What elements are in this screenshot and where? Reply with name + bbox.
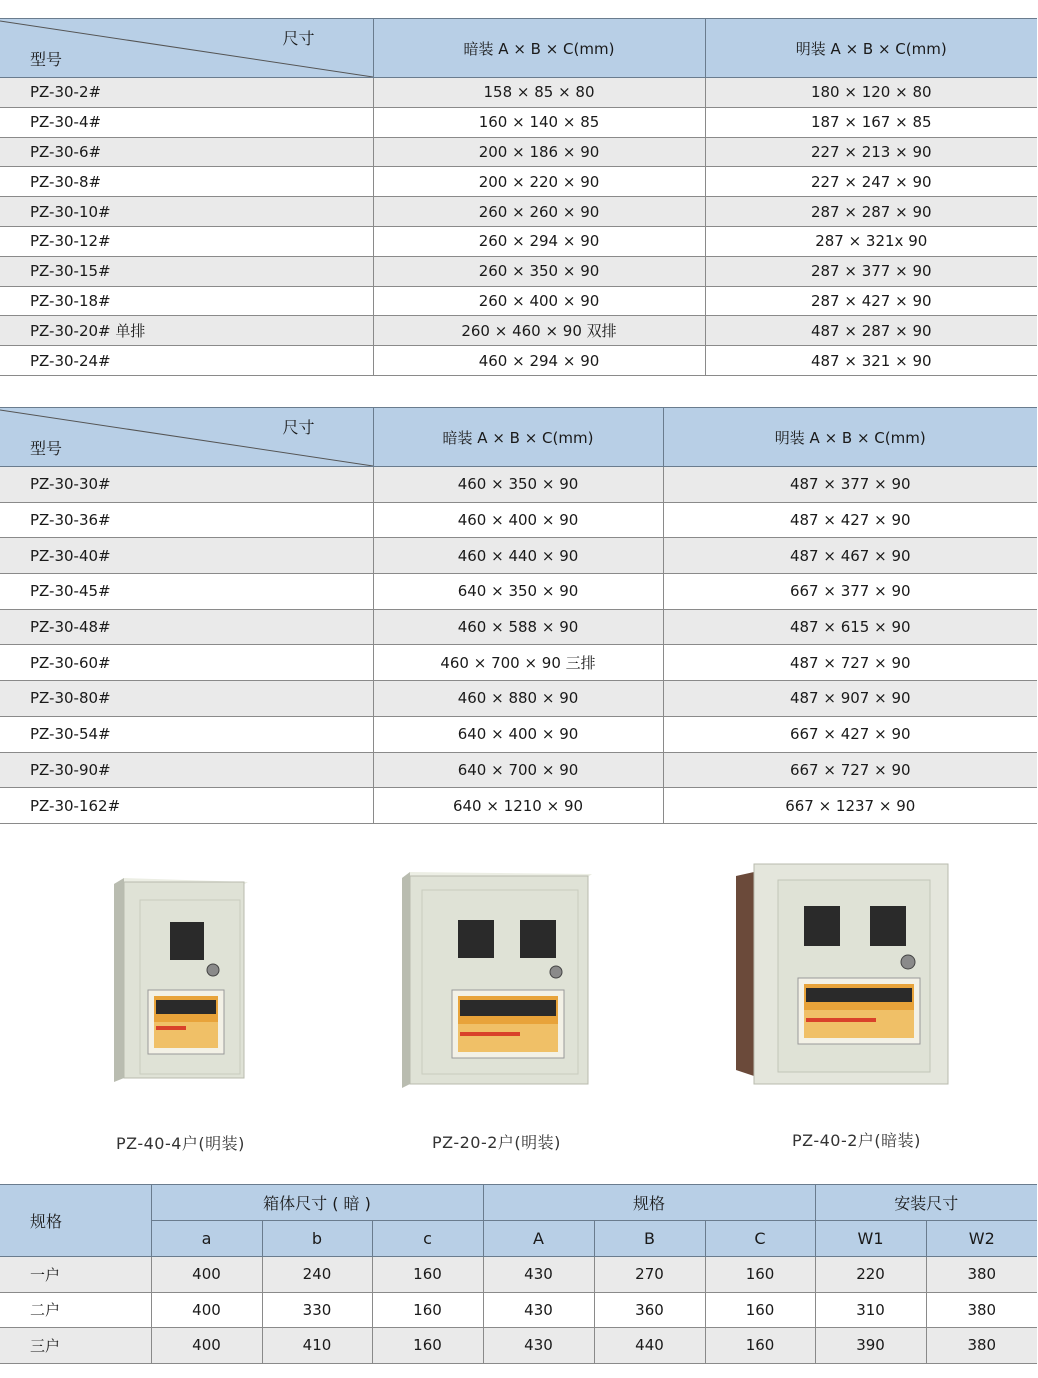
- cell-W1: 310: [815, 1292, 926, 1328]
- surface-cell: 487 × 907 × 90: [663, 681, 1037, 717]
- cell-C: 160: [705, 1257, 815, 1293]
- table-row: [0, 645, 1037, 681]
- table-row: [0, 197, 1037, 227]
- cell-c: 160: [372, 1328, 483, 1364]
- header-size-label: 尺寸: [282, 29, 315, 48]
- surface-cell: 487 × 321 × 90: [705, 346, 1037, 376]
- header-model-label: 型号: [30, 439, 63, 458]
- concealed-cell: 640 × 700 × 90: [373, 752, 663, 788]
- model-cell: PZ-30-80#: [0, 681, 373, 717]
- surface-cell: 487 × 615 × 90: [663, 609, 1037, 645]
- cell-W2: 380: [926, 1257, 1037, 1293]
- table-row: [0, 286, 1037, 316]
- cell-b: 330: [262, 1292, 372, 1328]
- cell-c: 160: [372, 1292, 483, 1328]
- header-c: c: [372, 1221, 483, 1257]
- cell-b: 240: [262, 1257, 372, 1293]
- header-concealed: 暗装 A × B × C(mm): [373, 19, 705, 78]
- concealed-cell: 460 × 294 × 90: [373, 346, 705, 376]
- surface-cell: 227 × 213 × 90: [705, 137, 1037, 167]
- header-surface: 明装 A × B × C(mm): [663, 408, 1037, 467]
- concealed-cell: 460 × 350 × 90: [373, 467, 663, 503]
- header-C: C: [705, 1221, 815, 1257]
- cell-b: 410: [262, 1328, 372, 1364]
- model-cell: PZ-30-90#: [0, 752, 373, 788]
- table-row: [0, 137, 1037, 167]
- diagonal-header-cell: [0, 408, 373, 467]
- table-row: [0, 107, 1037, 137]
- model-cell: PZ-30-54#: [0, 716, 373, 752]
- cell-C: 160: [705, 1328, 815, 1364]
- diagonal-header-cell: [0, 19, 373, 78]
- header-a: a: [151, 1221, 262, 1257]
- cell-A: 430: [483, 1328, 594, 1364]
- concealed-cell: 260 × 260 × 90: [373, 197, 705, 227]
- header-concealed: 暗装 A × B × C(mm): [373, 408, 663, 467]
- model-cell: PZ-30-20# 单排: [0, 316, 373, 346]
- surface-cell: 487 × 727 × 90: [663, 645, 1037, 681]
- table-row: [0, 788, 1037, 824]
- model-cell: PZ-30-6#: [0, 137, 373, 167]
- model-cell: PZ-30-30#: [0, 467, 373, 503]
- table-row: [0, 538, 1037, 574]
- header-b: b: [262, 1221, 372, 1257]
- product-caption-3: PZ-40-2户(暗装): [792, 1131, 921, 1150]
- product-caption-2: PZ-20-2户(明装): [432, 1133, 561, 1152]
- model-cell: PZ-30-60#: [0, 645, 373, 681]
- model-cell: PZ-30-15#: [0, 256, 373, 286]
- table-row: [0, 609, 1037, 645]
- spec-table-2: [0, 407, 1037, 824]
- spec-table-1: [0, 18, 1037, 376]
- concealed-cell: 160 × 140 × 85: [373, 107, 705, 137]
- spec-table-2-header: [0, 408, 1037, 467]
- table-row: [0, 167, 1037, 197]
- table-row: [0, 467, 1037, 503]
- header-A: A: [483, 1221, 594, 1257]
- model-cell: PZ-30-48#: [0, 609, 373, 645]
- model-cell: PZ-30-8#: [0, 167, 373, 197]
- table-row: [0, 1257, 1037, 1293]
- surface-cell: 487 × 287 × 90: [705, 316, 1037, 346]
- surface-cell: 487 × 377 × 90: [663, 467, 1037, 503]
- table-row: [0, 256, 1037, 286]
- table-row: [0, 1328, 1037, 1364]
- header-W1: W1: [815, 1221, 926, 1257]
- cell-W1: 390: [815, 1328, 926, 1364]
- cell-c: 160: [372, 1257, 483, 1293]
- header-install-size: 安装尺寸: [815, 1185, 1037, 1221]
- concealed-cell: 460 × 880 × 90: [373, 681, 663, 717]
- model-cell: PZ-30-10#: [0, 197, 373, 227]
- model-cell: PZ-30-162#: [0, 788, 373, 824]
- table-row: [0, 78, 1037, 108]
- dimension-table: [0, 1184, 1037, 1364]
- header-box-size: 箱体尺寸 ( 暗 ): [151, 1185, 483, 1221]
- concealed-cell: 460 × 440 × 90: [373, 538, 663, 574]
- product-image-pz-40-4: [110, 878, 250, 1083]
- model-cell: PZ-30-45#: [0, 574, 373, 610]
- surface-cell: 667 × 377 × 90: [663, 574, 1037, 610]
- table-row: [0, 346, 1037, 376]
- surface-cell: 227 × 247 × 90: [705, 167, 1037, 197]
- header-surface: 明装 A × B × C(mm): [705, 19, 1037, 78]
- product-caption-1: PZ-40-4户(明装): [116, 1134, 245, 1153]
- table-row: [0, 716, 1037, 752]
- cell-A: 430: [483, 1292, 594, 1328]
- model-cell: PZ-30-24#: [0, 346, 373, 376]
- surface-cell: 287 × 287 × 90: [705, 197, 1037, 227]
- surface-cell: 667 × 427 × 90: [663, 716, 1037, 752]
- table-row: [0, 1292, 1037, 1328]
- surface-cell: 287 × 377 × 90: [705, 256, 1037, 286]
- cell-a: 400: [151, 1292, 262, 1328]
- dimension-table-header-1: [0, 1185, 1037, 1221]
- model-cell: PZ-30-36#: [0, 502, 373, 538]
- header-B: B: [594, 1221, 705, 1257]
- row-name: 三户: [0, 1328, 151, 1364]
- model-cell: PZ-30-2#: [0, 78, 373, 108]
- surface-cell: 180 × 120 × 80: [705, 78, 1037, 108]
- concealed-cell: 460 × 700 × 90 三排: [373, 645, 663, 681]
- cell-A: 430: [483, 1257, 594, 1293]
- cell-B: 360: [594, 1292, 705, 1328]
- header-spec: 规格: [0, 1185, 151, 1257]
- cell-C: 160: [705, 1292, 815, 1328]
- concealed-cell: 260 × 294 × 90: [373, 226, 705, 256]
- surface-cell: 487 × 467 × 90: [663, 538, 1037, 574]
- table-row: [0, 502, 1037, 538]
- table-row: [0, 316, 1037, 346]
- row-name: 一户: [0, 1257, 151, 1293]
- cell-W1: 220: [815, 1257, 926, 1293]
- row-name: 二户: [0, 1292, 151, 1328]
- cell-W2: 380: [926, 1328, 1037, 1364]
- header-model-label: 型号: [30, 50, 63, 69]
- surface-cell: 487 × 427 × 90: [663, 502, 1037, 538]
- concealed-cell: 260 × 460 × 90 双排: [373, 316, 705, 346]
- concealed-cell: 460 × 588 × 90: [373, 609, 663, 645]
- surface-cell: 287 × 321x 90: [705, 226, 1037, 256]
- concealed-cell: 640 × 350 × 90: [373, 574, 663, 610]
- cell-B: 270: [594, 1257, 705, 1293]
- concealed-cell: 158 × 85 × 80: [373, 78, 705, 108]
- surface-cell: 667 × 1237 × 90: [663, 788, 1037, 824]
- concealed-cell: 640 × 1210 × 90: [373, 788, 663, 824]
- table-row: [0, 226, 1037, 256]
- model-cell: PZ-30-4#: [0, 107, 373, 137]
- cell-B: 440: [594, 1328, 705, 1364]
- cell-W2: 380: [926, 1292, 1037, 1328]
- surface-cell: 667 × 727 × 90: [663, 752, 1037, 788]
- concealed-cell: 640 × 400 × 90: [373, 716, 663, 752]
- cell-a: 400: [151, 1257, 262, 1293]
- dimension-table-header-2: [0, 1221, 1037, 1257]
- model-cell: PZ-30-40#: [0, 538, 373, 574]
- header-size-label: 尺寸: [282, 418, 315, 437]
- concealed-cell: 200 × 220 × 90: [373, 167, 705, 197]
- spec-table-1-header: [0, 19, 1037, 78]
- concealed-cell: 200 × 186 × 90: [373, 137, 705, 167]
- concealed-cell: 460 × 400 × 90: [373, 502, 663, 538]
- product-image-pz-40-2: [732, 862, 950, 1087]
- table-row: [0, 681, 1037, 717]
- product-image-pz-20-2: [400, 872, 595, 1090]
- header-W2: W2: [926, 1221, 1037, 1257]
- model-cell: PZ-30-12#: [0, 226, 373, 256]
- header-spec-group: 规格: [483, 1185, 815, 1221]
- concealed-cell: 260 × 400 × 90: [373, 286, 705, 316]
- surface-cell: 287 × 427 × 90: [705, 286, 1037, 316]
- table-row: [0, 752, 1037, 788]
- cell-a: 400: [151, 1328, 262, 1364]
- concealed-cell: 260 × 350 × 90: [373, 256, 705, 286]
- surface-cell: 187 × 167 × 85: [705, 107, 1037, 137]
- table-row: [0, 574, 1037, 610]
- model-cell: PZ-30-18#: [0, 286, 373, 316]
